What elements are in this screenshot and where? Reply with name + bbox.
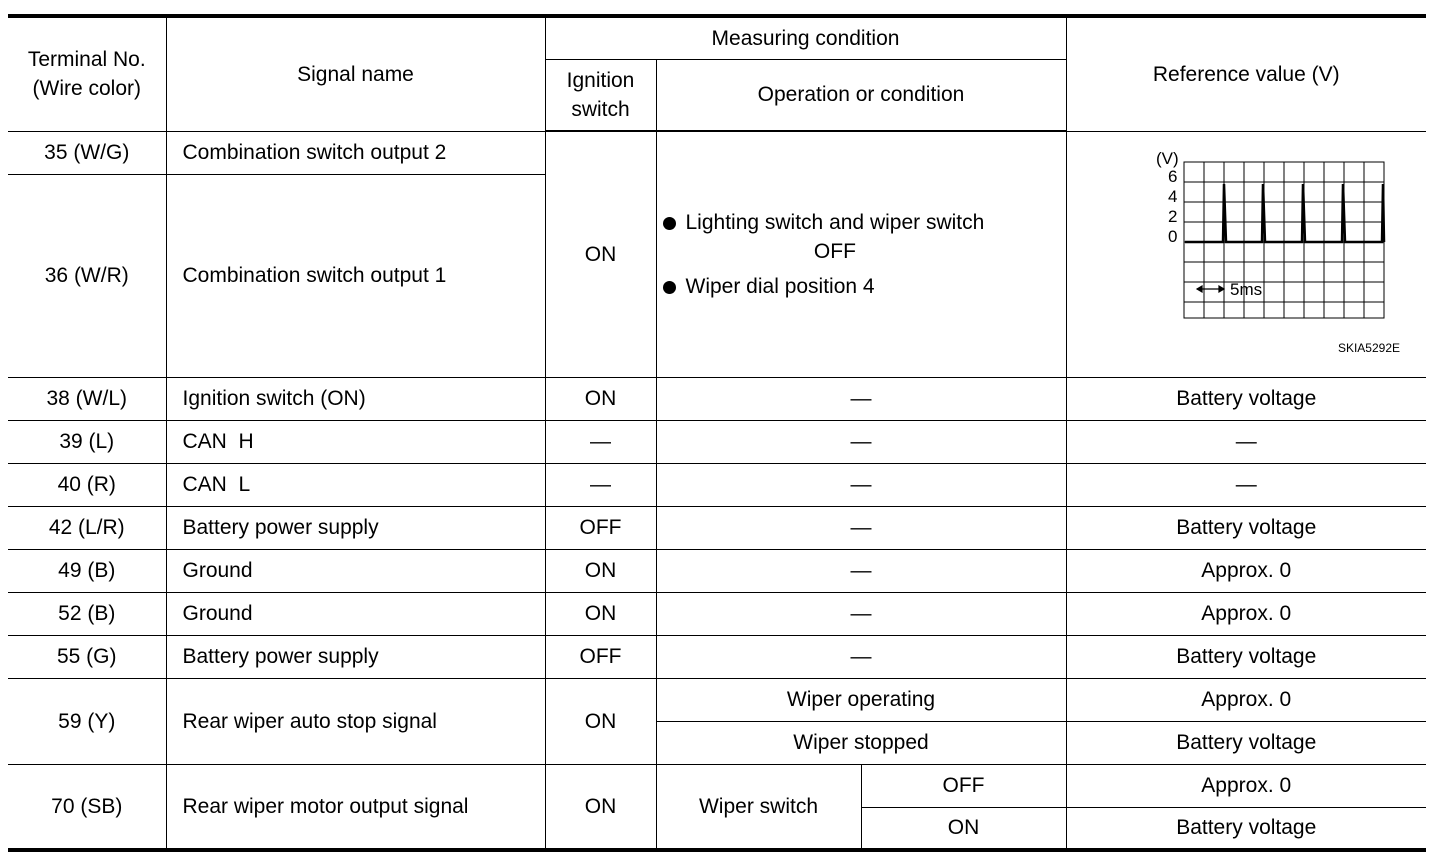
- waveform-cell: [1066, 131, 1426, 377]
- ignition-cell: OFF: [545, 635, 656, 678]
- table-row: [8, 635, 1426, 678]
- reference-cell: Battery voltage: [1066, 377, 1426, 420]
- y-tick: 2: [1168, 207, 1178, 226]
- reference-cell: Approx. 0: [1066, 549, 1426, 592]
- signal-cell: Ignition switch (ON): [166, 377, 545, 420]
- waveform-grid: [1184, 162, 1384, 318]
- condition-cell: —: [656, 463, 1066, 506]
- condition-cell: Wiper switch: [656, 764, 861, 850]
- ignition-cell: —: [545, 420, 656, 463]
- signal-cell: CAN L: [166, 463, 545, 506]
- terminal-cell: 42 (L/R): [8, 506, 166, 549]
- y-tick: 0: [1168, 227, 1178, 246]
- time-scale-label: 5ms: [1230, 280, 1263, 299]
- condition-cell: —: [656, 592, 1066, 635]
- header-reference-value: Reference value (V): [1066, 16, 1426, 131]
- table-row: [8, 592, 1426, 635]
- bullet-icon: [663, 217, 676, 230]
- y-tick: 6: [1168, 167, 1178, 186]
- terminal-cell: 39 (L): [8, 420, 166, 463]
- condition-cell: —: [656, 635, 1066, 678]
- condition-list: [656, 131, 1066, 377]
- table-row: [8, 764, 1426, 807]
- header-wire-color: (Wire color): [32, 77, 141, 101]
- signal-cell: Ground: [166, 592, 545, 635]
- header-operation: Operation or condition: [656, 59, 1066, 131]
- signal-cell: Battery power supply: [166, 635, 545, 678]
- header-terminal: [8, 16, 166, 131]
- ignition-cell: ON: [545, 592, 656, 635]
- ignition-cell: ON: [545, 764, 656, 850]
- condition-text: Wiper dial position 4: [685, 274, 875, 298]
- terminal-cell: 38 (W/L): [8, 377, 166, 420]
- header-ignition-line1: Ignition: [566, 68, 635, 92]
- terminal-cell: 35 (W/G): [8, 131, 166, 174]
- signal-cell: Rear wiper auto stop signal: [166, 678, 545, 764]
- condition-cell: —: [656, 377, 1066, 420]
- condition-item: [663, 208, 1060, 266]
- reference-cell: —: [1066, 420, 1426, 463]
- switch-state-cell: OFF: [861, 764, 1066, 807]
- condition-cell: —: [656, 420, 1066, 463]
- reference-cell: Battery voltage: [1066, 721, 1426, 764]
- ignition-cell: —: [545, 463, 656, 506]
- reference-cell: Battery voltage: [1066, 506, 1426, 549]
- ignition-cell: OFF: [545, 506, 656, 549]
- ignition-cell: ON: [545, 549, 656, 592]
- header-terminal-no: Terminal No.: [27, 48, 146, 72]
- terminal-cell: 70 (SB): [8, 764, 166, 850]
- ignition-cell: ON: [545, 377, 656, 420]
- terminal-cell: 49 (B): [8, 549, 166, 592]
- condition-cell: —: [656, 549, 1066, 592]
- y-tick: 4: [1168, 187, 1178, 206]
- reference-cell: Approx. 0: [1066, 678, 1426, 721]
- terminal-cell: 40 (R): [8, 463, 166, 506]
- terminal-cell: 36 (W/R): [8, 174, 166, 377]
- bullet-icon: [663, 281, 676, 294]
- condition-cell: Wiper stopped: [656, 721, 1066, 764]
- terminal-cell: 59 (Y): [8, 678, 166, 764]
- condition-cell: Wiper operating: [656, 678, 1066, 721]
- waveform-unit: (V): [1156, 149, 1179, 168]
- reference-cell: Approx. 0: [1066, 764, 1426, 807]
- header-signal-name: Signal name: [166, 16, 545, 131]
- condition-text: OFF: [813, 239, 856, 263]
- terminal-cell: 55 (G): [8, 635, 166, 678]
- ignition-cell: ON: [545, 678, 656, 764]
- signal-cell: CAN H: [166, 420, 545, 463]
- condition-item: [663, 272, 1060, 301]
- table-row: [8, 131, 1426, 174]
- table-row: [8, 463, 1426, 506]
- condition-cell: —: [656, 506, 1066, 549]
- figure-code: SKIA5292E: [1337, 340, 1400, 355]
- header-ignition-line2: switch: [571, 97, 630, 121]
- signal-cell: Battery power supply: [166, 506, 545, 549]
- condition-text: Lighting switch and wiper switch: [685, 210, 985, 234]
- waveform-plot: [1096, 144, 1396, 364]
- signal-cell: Rear wiper motor output signal: [166, 764, 545, 850]
- table-row: [8, 506, 1426, 549]
- table-row: [8, 549, 1426, 592]
- reference-cell: —: [1066, 463, 1426, 506]
- table-row: [8, 420, 1426, 463]
- header-measuring-condition: Measuring condition: [545, 16, 1066, 59]
- reference-cell: Battery voltage: [1066, 635, 1426, 678]
- table-row: [8, 377, 1426, 420]
- signal-cell: Combination switch output 2: [166, 131, 545, 174]
- signal-cell: Combination switch output 1: [166, 174, 545, 377]
- reference-cell: Battery voltage: [1066, 807, 1426, 850]
- terminal-reference-table: [8, 14, 1426, 852]
- ignition-cell: ON: [545, 131, 656, 377]
- terminal-cell: 52 (B): [8, 592, 166, 635]
- signal-cell: Ground: [166, 549, 545, 592]
- table-row: [8, 678, 1426, 721]
- time-scale-arrow: [1197, 286, 1224, 292]
- switch-state-cell: ON: [861, 807, 1066, 850]
- header-ignition-switch: [545, 59, 656, 131]
- reference-cell: Approx. 0: [1066, 592, 1426, 635]
